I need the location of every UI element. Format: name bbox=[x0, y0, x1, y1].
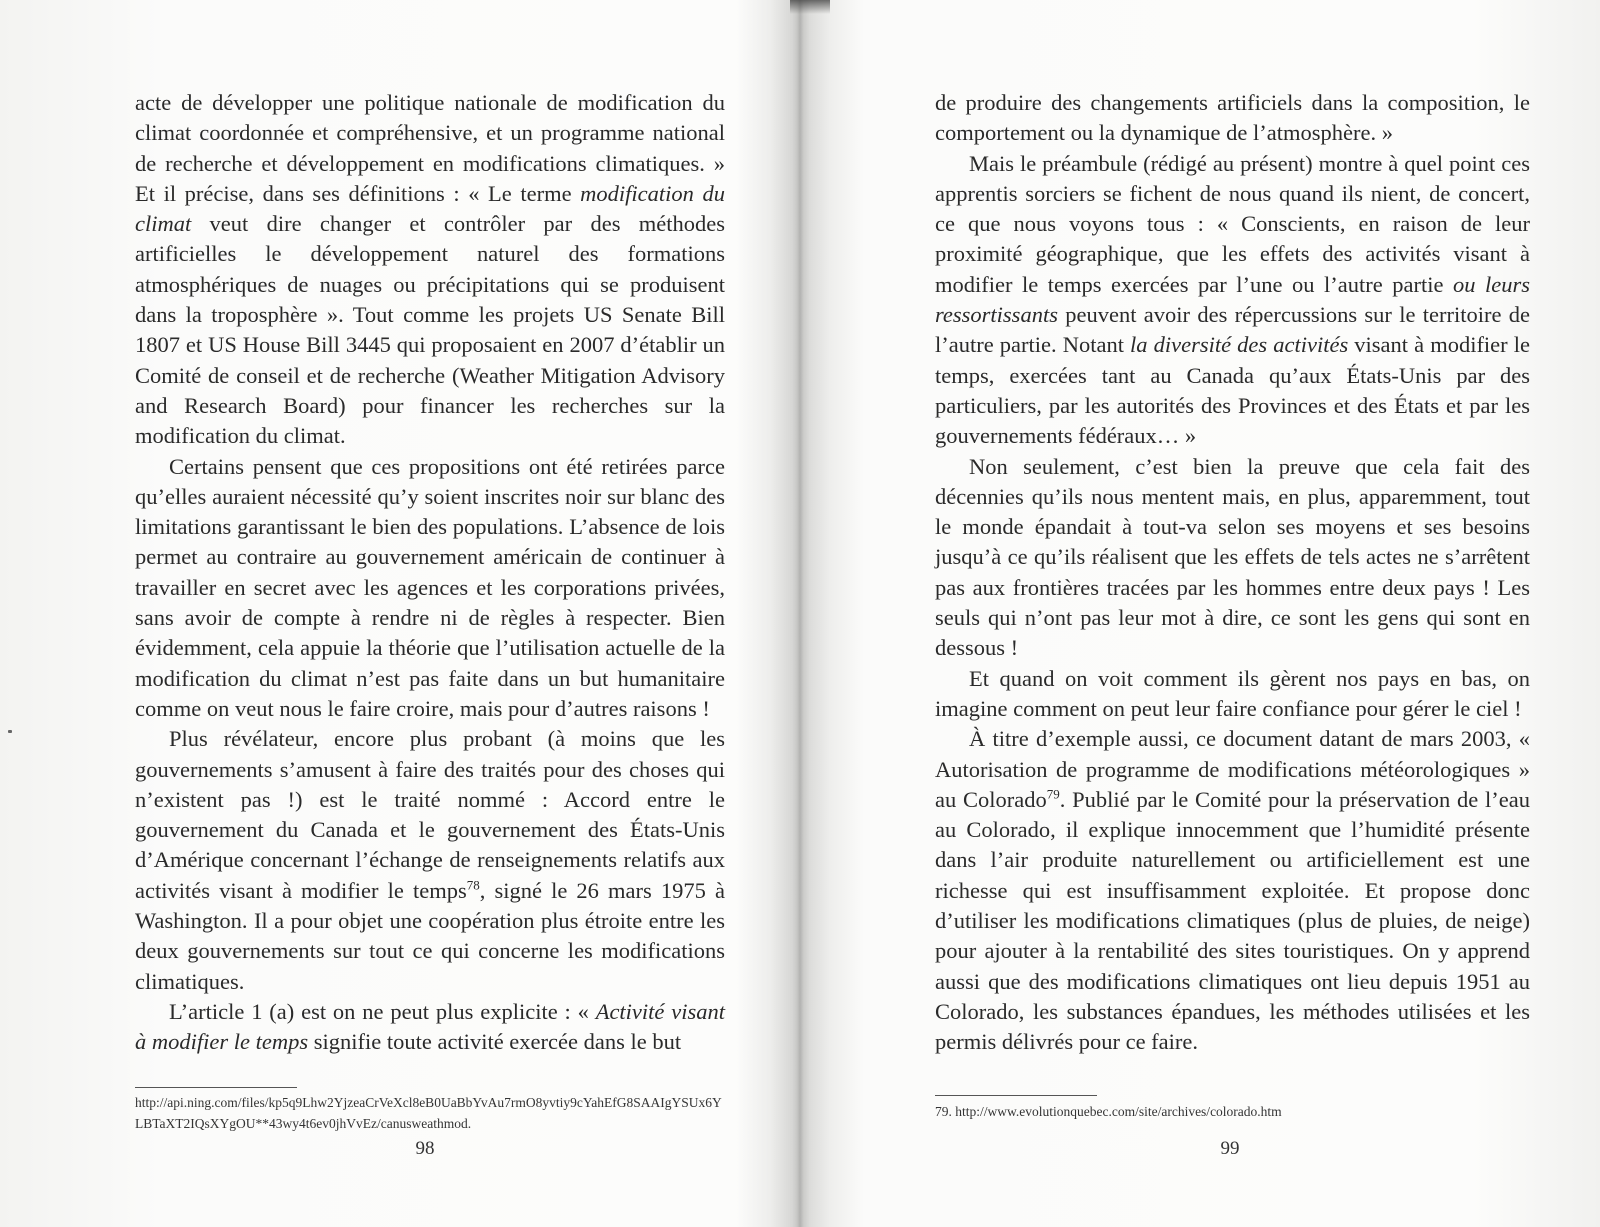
left-footnote-rule bbox=[135, 1087, 297, 1088]
right-paragraph-3 bbox=[935, 452, 1530, 664]
text-run: Et quand on voit comment ils gèrent nos pays en bas, on imagine comment on peut leur faire confiance pour gérer le ciel ! bbox=[935, 665, 1530, 721]
italic-run: ou leurs ressortissants bbox=[935, 271, 1531, 328]
text-run: Mais le préambule (rédigé au présent) montre à quel point ces apprentis sorciers se fichent de nous quand ils nient, de concert, ce que nous voyons tous : « Conscients, en raison de leur proximité géographique, que les effets des activités visant à modifier le temps exercées par l’une ou l’autre partie bbox=[935, 150, 1530, 297]
left-page-number: 98 bbox=[415, 1138, 435, 1159]
right-paragraph-5 bbox=[935, 724, 1530, 1057]
left-page-body bbox=[135, 88, 725, 1058]
text-run: peuvent avoir des répercussions sur le territoire de l’autre partie. Notant bbox=[935, 302, 1530, 358]
text-run: . Publié par le Comité pour la préservation de l’eau au Colorado, il explique innocemment que l’humidité présente dans l’air produite naturellement ou artificiellement est une richesse qui est insuffisamment exploitée. Et propose donc d’utiliser les modifications climatiques (plus de pluies, de neige) pour ajouter à la rentabilité des sites touristiques. On y apprend aussi que des modifications climatiques ont lieu depuis 1951 au Colorado, les substances épandues, les méthodes utilisées et les permis délivrés pour ce faire. bbox=[935, 786, 1530, 1055]
text-run: L’article 1 (a) est on ne peut plus explicite : « bbox=[169, 998, 596, 1024]
text-run: Certains pensent que ces propositions ont été retirées parce qu’elles auraient nécessité qu’y soient inscrites noir sur blanc des limitations garantissant le bien des populations. L’absence de lois permet au contraire au gouvernement américain de continuer à travailler en secret avec les agences et les corporations privées, sans avoir de compte à rendre ni de règles à respecter. Bien évidemment, cela appuie la théorie que l’utilisation actuelle de la modification du climat n’est pas faite dans un but humanitaire comme on veut nous le faire croire, mais pour d’autres raisons ! bbox=[135, 453, 725, 721]
text-run: Non seulement, c’est bien la preuve que cela fait des décennies qu’ils nous mentent mais, en plus, apparemment, tout le monde épandait à tout-va selon ses moyens et ses besoins jusqu’à ce qu’ils réalisent que les effets de tels actes ne s’arrêtent pas aux frontières tracées par les hommes entre deux pays ! Les seuls qui n’ont pas leur mot à dire, ce sont les gens qui sont en dessous ! bbox=[935, 453, 1530, 661]
italic-run: la diversité des activités bbox=[1130, 332, 1349, 358]
text-run: acte de développer une politique nationale de modification du climat coordonnée et compréhensive, et un programme national de recherche et développement en modifications climatiques. » Et il précise, dans ses définitions : « Le terme bbox=[135, 90, 725, 206]
left-paragraph-4 bbox=[135, 997, 725, 1058]
left-paragraph-2 bbox=[135, 452, 725, 725]
footnote-ref-78: 78 bbox=[466, 877, 480, 893]
right-page-number: 99 bbox=[1220, 1138, 1240, 1159]
scan-speck bbox=[8, 730, 12, 733]
gutter-shadow bbox=[770, 0, 830, 1227]
left-footnote: http://api.ning.com/files/kp5q9Lhw2YjzeaCrVeXcl8eB0UaBbYvAu7rmO8yvtiy9cYahEfG8SAAIgYSUx6YLBTaXT2IQsXYgOU**43wy4t6ev0jhVvEz/canusweathmod. bbox=[135, 1095, 722, 1131]
text-run: Plus révélateur, encore plus probant (à moins que les gouvernements s’amusent à faire des traités pour des choses qui n’existent pas !) est le traité nommé : Accord entre le gouvernement du Canada et le gouvernement des États-Unis d’Amérique concernant l’échange de renseignements relatifs aux activités visant à modifier le temps bbox=[135, 726, 725, 903]
right-paragraph-2 bbox=[935, 149, 1530, 452]
right-footnote: 79. http://www.evolutionquebec.com/site/archives/colorado.htm bbox=[935, 1104, 1282, 1119]
text-run: signifie toute activité exercée dans le but bbox=[308, 1029, 682, 1055]
text-run: de produire des changements artificiels dans la composition, le comportement ou la dynamique de l’atmosphère. » bbox=[935, 90, 1530, 146]
text-run: veut dire changer et contrôler par des méthodes artificielles le développement naturel des formations atmosphériques de nuages ou précipitations qui se produisent dans la troposphère ». Tout comme les projets US Senate Bill 1807 et US House Bill 3445 qui proposaient en 2007 d’établir un Comité de conseil et de recherche (Weather Mitigation Advisory and Research Board) pour financer les recherches sur la modification du climat. bbox=[135, 211, 725, 449]
left-paragraph-1 bbox=[135, 88, 725, 452]
right-footnote-rule bbox=[935, 1095, 1097, 1096]
footnote-ref-79: 79 bbox=[1046, 786, 1060, 802]
italic-run: modification du climat bbox=[135, 180, 726, 237]
italic-run: Activité visant à modifier le temps bbox=[135, 998, 725, 1055]
text-run: visant à modifier le temps, exercées tant au Canada qu’aux États-Unis par des particuliers, par les autorités des Provinces et des États et par les gouvernements fédéraux… » bbox=[935, 332, 1530, 449]
right-page-body bbox=[935, 88, 1530, 1058]
binding-mark bbox=[790, 0, 830, 14]
left-paragraph-3 bbox=[135, 724, 725, 997]
right-paragraph-1 bbox=[935, 88, 1530, 149]
right-paragraph-4 bbox=[935, 664, 1530, 725]
text-run: À titre d’exemple aussi, ce document datant de mars 2003, « Autorisation de programme de modifications météorologiques » au Colorado bbox=[935, 726, 1530, 812]
text-run: , signé le 26 mars 1975 à Washington. Il a pour objet une coopération plus étroite entre les deux gouvernements sur tout ce qui concerne les modifications climatiques. bbox=[135, 877, 725, 994]
